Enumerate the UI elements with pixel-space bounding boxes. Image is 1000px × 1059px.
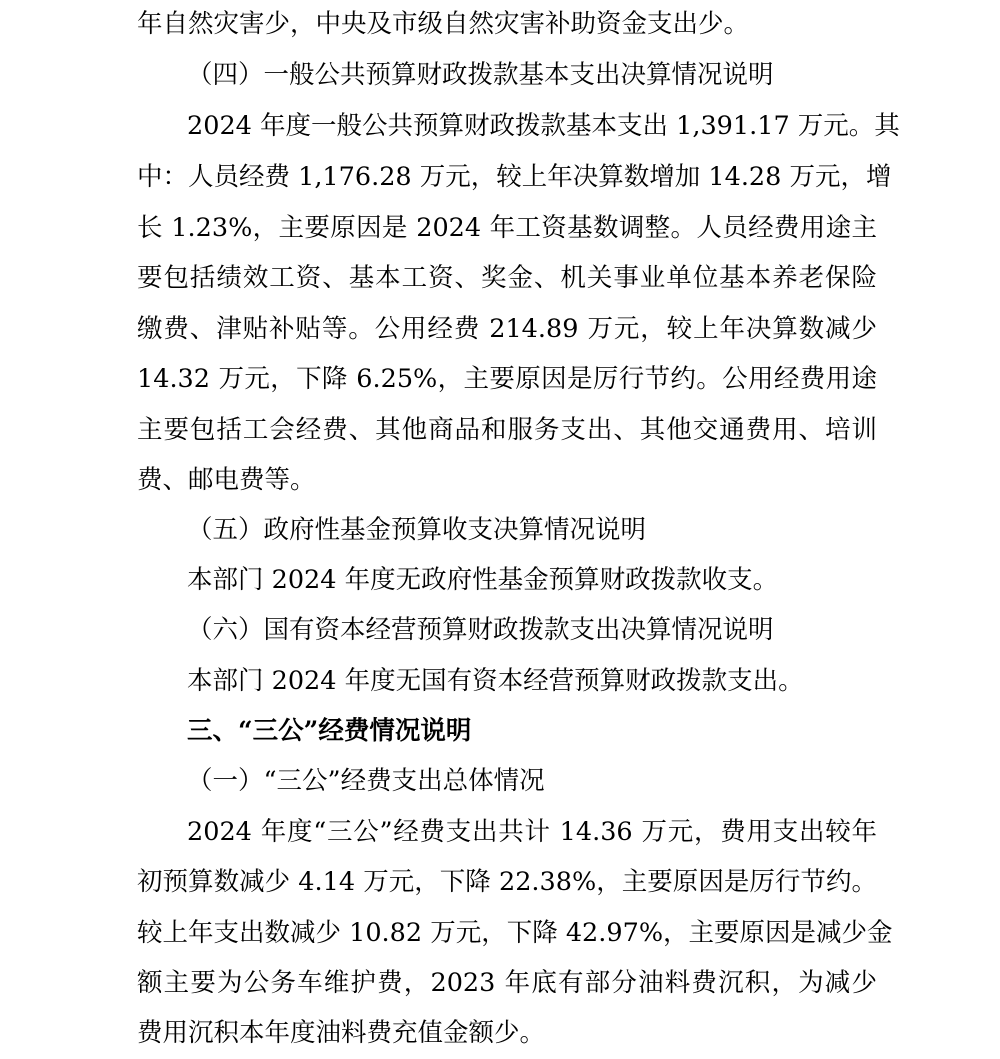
section-heading-three-public: 三、“三公”经费情况说明 (187, 716, 472, 746)
paragraph-line: 初预算数减少 4.14 万元，下降 22.38%，主要原因是厉行节约。 (137, 867, 877, 897)
subheading-three-public-overall: （一）“三公”经费支出总体情况 (187, 766, 545, 796)
subheading-gov-fund: （五）政府性基金预算收支决算情况说明 (187, 515, 647, 545)
paragraph-line: 长 1.23%，主要原因是 2024 年工资基数调整。人员经费用途主 (137, 213, 877, 243)
paragraph-line: 中：人员经费 1,176.28 万元，较上年决算数增加 14.28 万元，增 (137, 162, 892, 192)
paragraph-line: 本部门 2024 年度无政府性基金预算财政拨款收支。 (187, 565, 779, 595)
paragraph-line: 14.32 万元，下降 6.25%，主要原因是厉行节约。公用经费用途 (137, 364, 877, 394)
paragraph-line: 较上年支出数减少 10.82 万元，下降 42.97%，主要原因是减少金 (137, 918, 893, 948)
subheading-state-capital: （六）国有资本经营预算财政拨款支出决算情况说明 (187, 615, 774, 645)
paragraph-line: 2024 年度“三公”经费支出共计 14.36 万元，费用支出较年 (187, 817, 877, 847)
paragraph-line: 要包括绩效工资、基本工资、奖金、机关事业单位基本养老保险 (137, 263, 877, 293)
paragraph-line: 本部门 2024 年度无国有资本经营预算财政拨款支出。 (187, 666, 804, 696)
paragraph-line: 费、邮电费等。 (137, 465, 316, 495)
paragraph-line: 年自然灾害少，中央及市级自然灾害补助资金支出少。 (137, 9, 750, 39)
paragraph-line: 额主要为公务车维护费，2023 年底有部分油料费沉积，为减少 (137, 968, 877, 998)
paragraph-line: 2024 年度一般公共预算财政拨款基本支出 1,391.17 万元。其 (187, 111, 900, 141)
paragraph-line: 缴费、津贴补贴等。公用经费 214.89 万元，较上年决算数减少 (137, 314, 877, 344)
paragraph-line: 主要包括工会经费、其他商品和服务支出、其他交通费用、培训 (137, 415, 877, 445)
subheading-basic-expenditure: （四）一般公共预算财政拨款基本支出决算情况说明 (187, 60, 774, 90)
paragraph-line: 费用沉积本年度油料费充值金额少。 (137, 1018, 546, 1048)
